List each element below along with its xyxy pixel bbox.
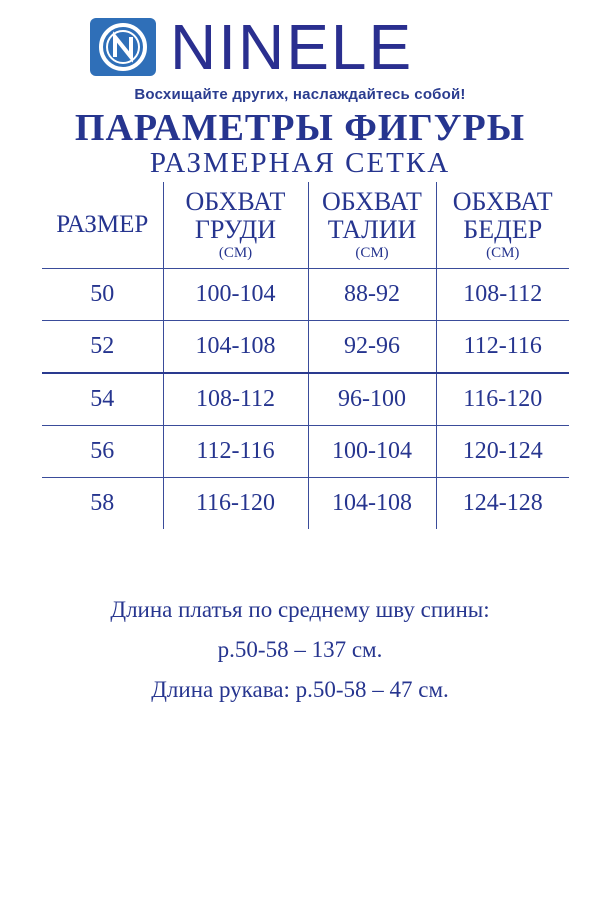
header-hips: [436, 182, 569, 269]
cell-bust: 104-108: [163, 321, 308, 374]
size-chart-table: [42, 182, 569, 529]
cell-waist: 96-100: [308, 373, 436, 426]
cell-hips: 112-116: [436, 321, 569, 374]
sleeve-length-note: Длина рукава: р.50-58 – 47 см.: [151, 677, 449, 702]
header-waist: [308, 182, 436, 269]
cell-size: 54: [42, 373, 163, 426]
cell-waist: 88-92: [308, 269, 436, 321]
cell-size: 58: [42, 478, 163, 530]
table-row: [42, 478, 569, 530]
table-row: [42, 269, 569, 321]
brand-name: NINELE: [170, 11, 414, 83]
header-bust-line1: ОБХВАТ: [185, 187, 286, 216]
header-hips-line1: ОБХВАТ: [452, 187, 553, 216]
header-bust-unit: (СМ): [218, 245, 253, 261]
cell-hips: 108-112: [436, 269, 569, 321]
table-row: [42, 321, 569, 374]
dress-length-label: Длина платья по среднему шву спины:: [110, 597, 490, 622]
dress-length-value: р.50-58 – 137 см.: [217, 637, 383, 662]
header-hips-unit: (СМ): [486, 245, 520, 261]
table-row: [42, 373, 569, 426]
page-subtitle: РАЗМЕРНАЯ СЕТКА: [149, 147, 451, 179]
header-waist-unit: (СМ): [355, 245, 389, 261]
header-size: [42, 182, 163, 269]
cell-hips: 124-128: [436, 478, 569, 530]
header-waist-line2: ТАЛИИ: [327, 215, 417, 244]
header-bust: [163, 182, 308, 269]
page-title: ПАРАМЕТРЫ ФИГУРЫ: [74, 107, 526, 149]
cell-waist: 104-108: [308, 478, 436, 530]
cell-bust: 100-104: [163, 269, 308, 321]
cell-waist: 100-104: [308, 426, 436, 478]
header-hips-line2: БЕДЕР: [463, 215, 543, 244]
measurement-notes: [0, 590, 600, 710]
cell-size: 56: [42, 426, 163, 478]
cell-bust: 116-120: [163, 478, 308, 530]
cell-bust: 112-116: [163, 426, 308, 478]
cell-hips: 116-120: [436, 373, 569, 426]
brand-header: [90, 11, 414, 83]
cell-bust: 108-112: [163, 373, 308, 426]
brand-tagline: Восхищайте других, наслаждайтесь собой!: [134, 86, 466, 103]
header-size-label: РАЗМЕР: [56, 211, 149, 238]
n-monogram-logo-icon: [90, 18, 156, 76]
cell-size: 52: [42, 321, 163, 374]
cell-waist: 92-96: [308, 321, 436, 374]
table-header-row: [42, 182, 569, 269]
table-row: [42, 426, 569, 478]
header-bust-line2: ГРУДИ: [194, 215, 277, 244]
header-waist-line1: ОБХВАТ: [322, 187, 422, 216]
cell-hips: 120-124: [436, 426, 569, 478]
cell-size: 50: [42, 269, 163, 321]
